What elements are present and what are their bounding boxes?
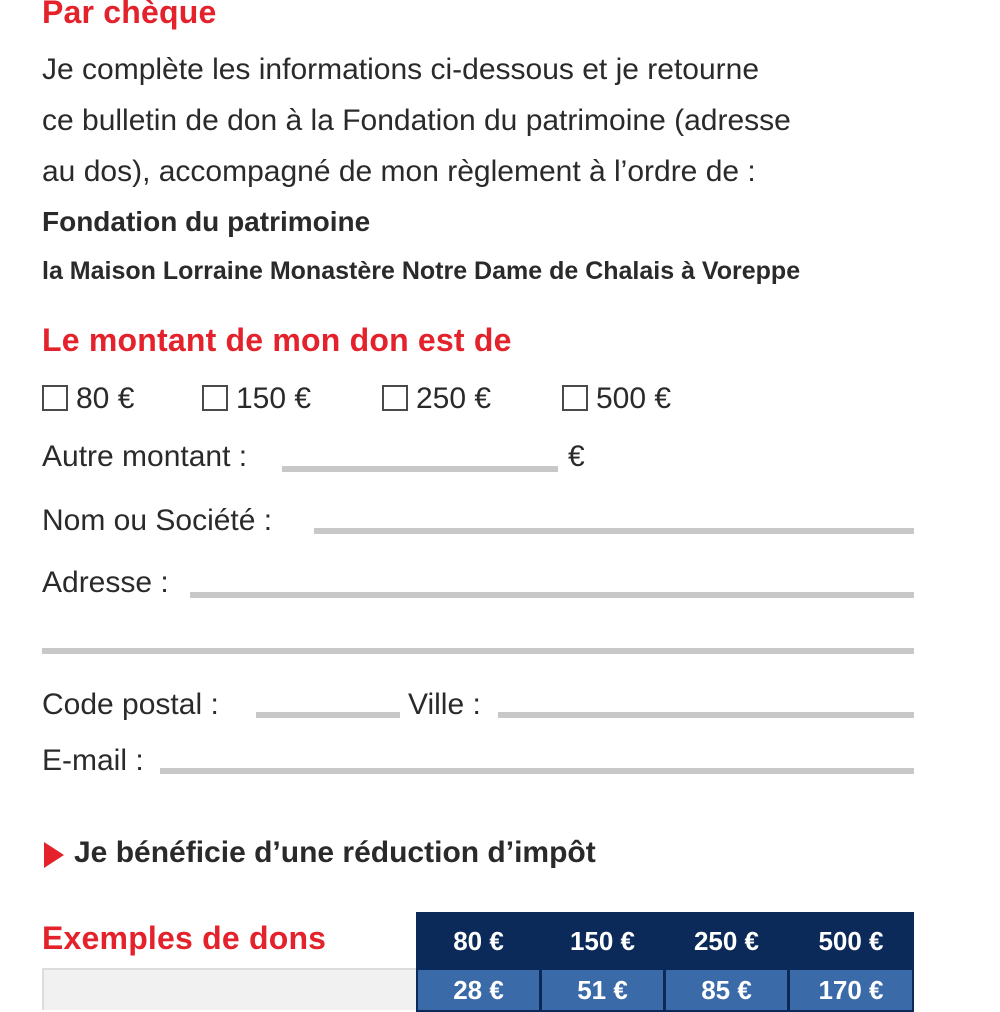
examples-row-label-cell [42,968,422,1010]
cheque-text-line: Je complète les informations ci-dessous et je retourne [42,53,760,86]
cheque-text [42,44,942,197]
name-label: Nom ou Société : [42,504,273,537]
examples-header-cell: 150 € [542,916,663,966]
address-label: Adresse : [42,566,169,599]
amount-option-label: 250 € [416,382,492,415]
examples-row-cell: 85 € [666,970,787,1010]
examples-heading: Exemples de dons [42,920,327,956]
cheque-heading: Par chèque [42,0,217,30]
amount-option-150[interactable] [202,382,311,416]
cheque-order-beneficiary: la Maison Lorraine Monastère Notre Dame de Chalais à Voreppe [42,257,801,285]
address-field[interactable] [190,592,914,598]
examples-row-cell: 51 € [542,970,663,1010]
cheque-text-line: ce bulletin de don à la Fondation du patrimoine (adresse [42,104,791,137]
postal-code-label: Code postal : [42,688,219,721]
amount-option-500[interactable] [562,382,671,416]
examples-row-cell: 28 € [418,970,539,1010]
amount-option-250[interactable] [382,382,491,416]
amount-heading: Le montant de mon don est de [42,322,512,358]
tax-reduction-label: Je bénéficie d’une réduction d’impôt [74,836,596,869]
cheque-text-line: au dos), accompagné de mon règlement à l’ordre de : [42,155,756,188]
email-label: E-mail : [42,744,144,777]
amount-option-label: 150 € [236,382,312,415]
checkbox[interactable] [562,385,588,411]
arrow-right-icon [44,842,64,868]
amount-option-label: 500 € [596,382,672,415]
city-field[interactable] [498,712,914,718]
name-field[interactable] [314,528,914,534]
city-label: Ville : [408,688,481,721]
amount-option-80[interactable] [42,382,134,416]
checkbox[interactable] [202,385,228,411]
examples-header-cell: 80 € [418,916,539,966]
amount-option-label: 80 € [76,382,135,415]
examples-row-cell: 170 € [790,970,912,1010]
other-amount-label: Autre montant : [42,440,248,473]
address-field-line2[interactable] [42,648,914,654]
other-amount-field[interactable] [282,466,558,472]
examples-header-cell: 250 € [666,916,787,966]
email-field[interactable] [160,768,914,774]
checkbox[interactable] [42,385,68,411]
examples-header-cell: 500 € [790,916,912,966]
currency-symbol: € [568,440,585,473]
cheque-order-name: Fondation du patrimoine [42,206,371,237]
postal-code-field[interactable] [256,712,400,718]
checkbox[interactable] [382,385,408,411]
